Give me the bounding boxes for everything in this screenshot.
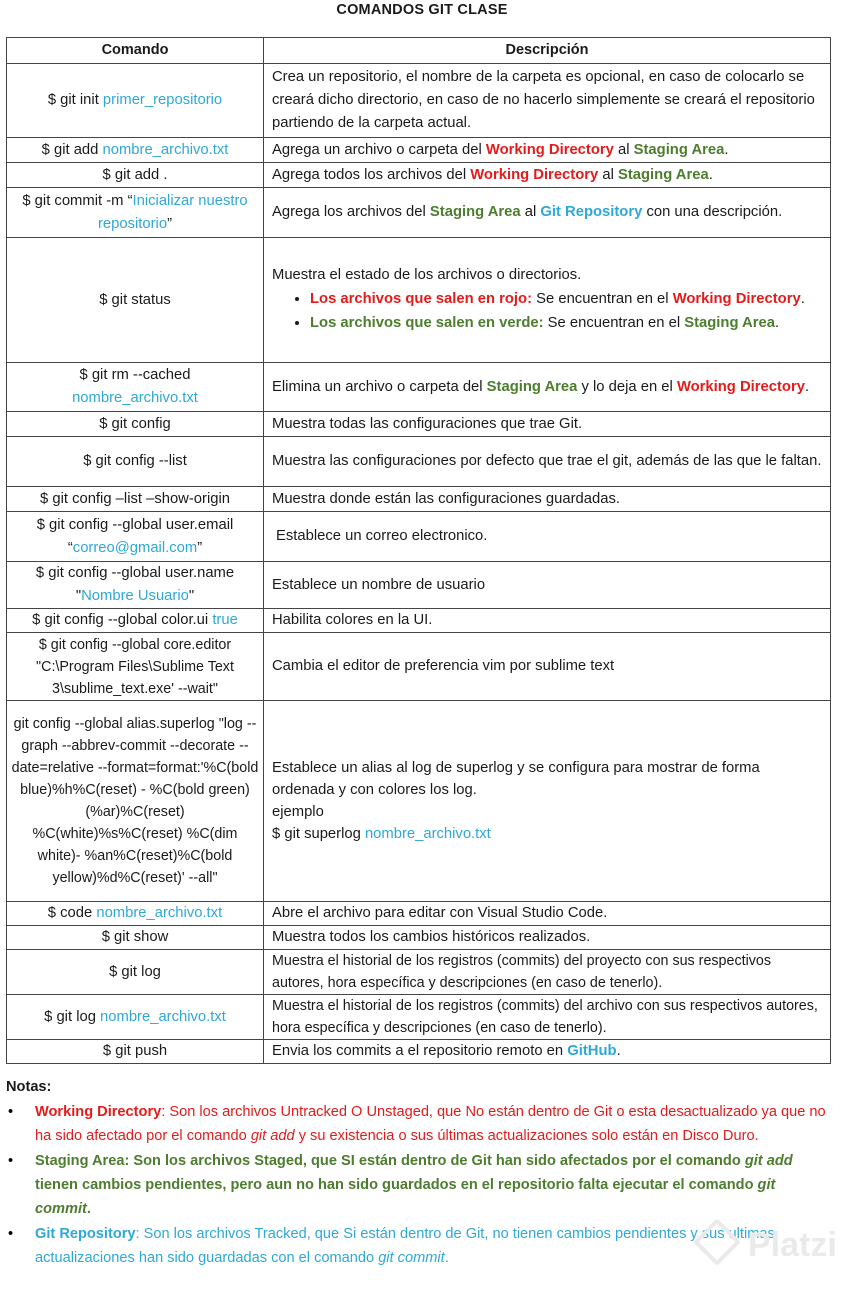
command-cell: $ git add nombre_archivo.txt bbox=[7, 138, 264, 163]
table-row bbox=[7, 163, 831, 188]
page-title: COMANDOS GIT CLASE bbox=[336, 2, 508, 18]
description-cell: Envia los commits a el repositorio remoto en GitHub. bbox=[264, 1040, 831, 1064]
table-row bbox=[7, 950, 831, 995]
description-cell: Habilita colores en la UI. bbox=[264, 609, 831, 633]
alias-example-label: ejemplo bbox=[272, 804, 324, 820]
command-cell: git config --global alias.superlog "log --graph --abbrev-commit --decorate --date=relative --format=format:'%C(bold blue)%h%C(reset) - %C(bold green)(%ar)%C(reset) %C(white)%s%C(reset) %C(dim white)- %an%C(reset)%C(bold yellow)%d%C(reset)' --all" bbox=[7, 701, 264, 902]
command-cell: $ git config --global core.editor "C:\Program Files\Sublime Text 3\sublime_text.exe' --wait" bbox=[7, 633, 264, 701]
list-item: • Los archivos que salen en rojo: Se encuentran en el Working Directory. bbox=[310, 288, 822, 311]
command-cell: $ git config --list bbox=[7, 437, 264, 487]
header-description: Descripción bbox=[264, 38, 831, 64]
description-cell: Muestra el historial de los registros (commits) del proyecto con sus respectivos autores, hora específica y descripciones (en caso de tenerlo). bbox=[264, 950, 831, 995]
table-row bbox=[7, 633, 831, 701]
table-row bbox=[7, 562, 831, 609]
description-cell: Muestra donde están las configuraciones guardadas. bbox=[264, 487, 831, 512]
list-item: • Git Repository: Son los archivos Tracked, que Si están dentro de Git, no tienen cambios pendientes y sus ultimas actualizaciones han sido guardadas con el comando git commit. bbox=[8, 1226, 775, 1266]
platzi-logo-icon bbox=[693, 1218, 741, 1266]
table-row bbox=[7, 1040, 831, 1064]
description-cell: Establece un nombre de usuario bbox=[264, 562, 831, 609]
command-cell: $ git config bbox=[7, 412, 264, 437]
description-cell: Elimina un archivo o carpeta del Staging Area y lo deja en el Working Directory. bbox=[264, 363, 831, 412]
description-cell bbox=[264, 238, 831, 363]
alias-example: $ git superlog nombre_archivo.txt bbox=[272, 826, 491, 842]
description-cell: Agrega todos los archivos del Working Directory al Staging Area. bbox=[264, 163, 831, 188]
table-row bbox=[7, 609, 831, 633]
command-cell: $ git config --global user.email “correo@gmail.com” bbox=[7, 512, 264, 562]
platzi-watermark: Platzi bbox=[700, 1225, 837, 1265]
description-cell: Agrega los archivos del Staging Area al Git Repository con una descripción. bbox=[264, 188, 831, 238]
command-cell: $ git init primer_repositorio bbox=[7, 64, 264, 138]
commands-table bbox=[6, 37, 831, 1064]
table-row bbox=[7, 701, 831, 902]
table-row bbox=[7, 437, 831, 487]
command-cell: $ git rm --cached nombre_archivo.txt bbox=[7, 363, 264, 412]
table-row bbox=[7, 412, 831, 437]
description-cell: Establece un correo electronico. bbox=[264, 512, 831, 562]
command-cell: $ code nombre_archivo.txt bbox=[7, 902, 264, 926]
table-row bbox=[7, 188, 831, 238]
description-cell: Agrega un archivo o carpeta del Working Directory al Staging Area. bbox=[264, 138, 831, 163]
table-row bbox=[7, 902, 831, 926]
command-cell: $ git log nombre_archivo.txt bbox=[7, 995, 264, 1040]
header-command: Comando bbox=[7, 38, 264, 64]
table-row bbox=[7, 926, 831, 950]
command-cell: $ git push bbox=[7, 1040, 264, 1064]
table-row bbox=[7, 512, 831, 562]
description-cell: Crea un repositorio, el nombre de la carpeta es opcional, en caso de colocarlo se creará dicho directorio, en caso de no hacerlo simplemente se creará el repositorio partiendo de la carpeta actual. bbox=[264, 64, 831, 138]
alias-description: Establece un alias al log de superlog y se configura para mostrar de forma ordenada y con colores los log. bbox=[272, 760, 760, 798]
description-cell: Muestra las configuraciones por defecto que trae el git, además de las que le faltan. bbox=[264, 437, 831, 487]
command-cell: $ git log bbox=[7, 950, 264, 995]
list-item: • Working Directory: Son los archivos Untracked O Unstaged, que No están dentro de Git o esta desactualizado ya que no ha sido afectado por el comando git add y su existencia o sus últimas actualizaciones solo están en Disco Duro. bbox=[8, 1104, 826, 1144]
table-row bbox=[7, 487, 831, 512]
command-cell: $ git config --global color.ui true bbox=[7, 609, 264, 633]
description-cell: Cambia el editor de preferencia vim por sublime text bbox=[264, 633, 831, 701]
table-header-row bbox=[7, 38, 831, 64]
table-row bbox=[7, 995, 831, 1040]
command-cell: $ git show bbox=[7, 926, 264, 950]
command-cell: $ git config --global user.name "Nombre Usuario" bbox=[7, 562, 264, 609]
status-bullet-list bbox=[272, 288, 822, 335]
command-cell: $ git add . bbox=[7, 163, 264, 188]
status-intro: Muestra el estado de los archivos o directorios. bbox=[272, 267, 582, 283]
list-item: • Los archivos que salen en verde: Se encuentran en el Staging Area. bbox=[310, 312, 822, 335]
notes-title: Notas: bbox=[6, 1079, 52, 1095]
description-cell: Muestra todas las configuraciones que trae Git. bbox=[264, 412, 831, 437]
table-row bbox=[7, 363, 831, 412]
description-cell: Muestra todos los cambios históricos realizados. bbox=[264, 926, 831, 950]
description-cell: Muestra el historial de los registros (commits) del archivo con sus respectivos autores, hora específica y descripciones (en caso de tenerlo). bbox=[264, 995, 831, 1040]
description-cell bbox=[264, 701, 831, 902]
command-cell: $ git config –list –show-origin bbox=[7, 487, 264, 512]
command-cell: $ git status bbox=[7, 238, 264, 363]
table-row bbox=[7, 238, 831, 363]
command-cell: $ git commit -m “Inicializar nuestro repositorio” bbox=[7, 188, 264, 238]
table-row bbox=[7, 138, 831, 163]
list-item: • Staging Area: Son los archivos Staged, que SI están dentro de Git han sido afectados por el comando git add tienen cambios pendientes, pero aun no han sido guardados en el repositorio falta ejecutar el comando git commit. bbox=[8, 1153, 793, 1217]
table-row bbox=[7, 64, 831, 138]
description-cell: Abre el archivo para editar con Visual Studio Code. bbox=[264, 902, 831, 926]
